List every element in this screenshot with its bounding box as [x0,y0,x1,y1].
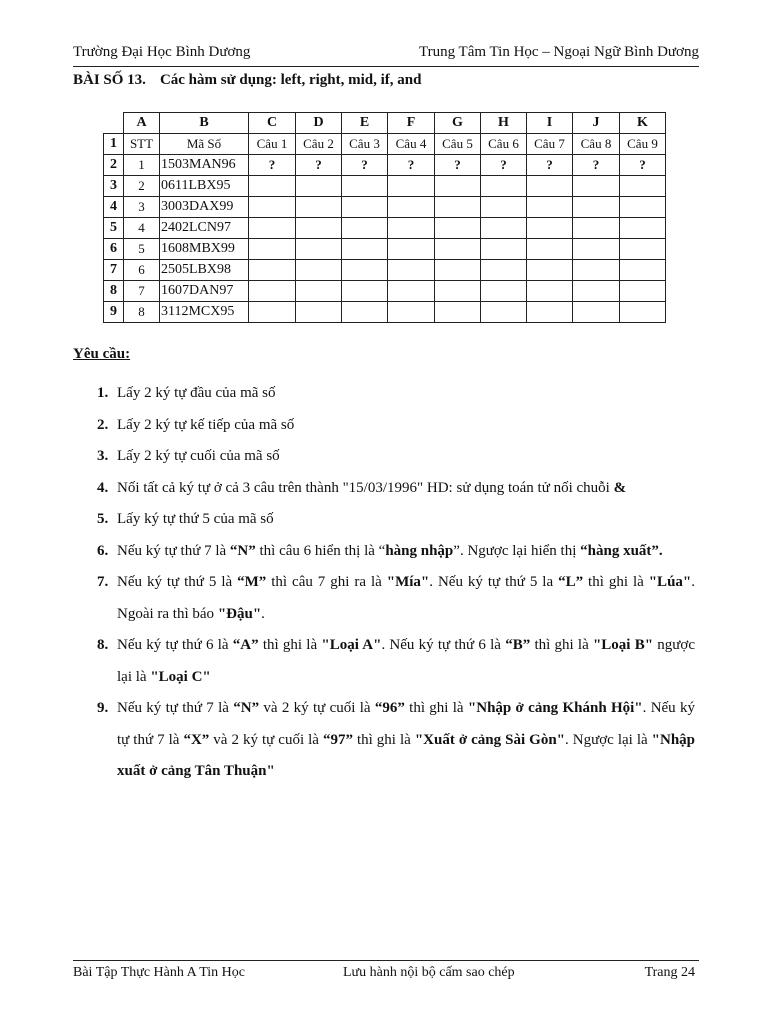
table-row [104,155,666,176]
stt-cell: 6 [124,260,160,281]
item-text [117,417,294,433]
item-text [117,543,663,559]
list-item [97,473,695,505]
answer-cell [573,239,620,260]
answer-cell [573,176,620,197]
text-segment: Lấy 2 ký tự kế tiếp của mã số [117,416,295,433]
answer-cell: ? [388,155,435,176]
answer-cell [481,176,527,197]
answer-cell [249,260,296,281]
stt-cell: 1 [124,155,160,176]
text-segment: thì ghi là [352,731,415,748]
answer-cell [435,239,481,260]
answer-cell [342,281,388,302]
answer-cell: ? [481,155,527,176]
corner-cell [104,113,124,134]
table-row [104,218,666,239]
answer-cell [388,302,435,323]
item-text [117,448,280,464]
footer-page-number: Trang 24 [644,965,695,980]
answer-cell [296,281,342,302]
answer-cell [573,302,620,323]
row-number: 3 [104,176,124,197]
exercise-title [73,72,421,89]
answer-cell [573,281,620,302]
answer-cell [573,197,620,218]
text-segment: thì ghi là [583,574,649,590]
answer-cell [249,218,296,239]
answer-cell [388,218,435,239]
item-number: 1. [97,385,109,401]
answer-cell [249,239,296,260]
answer-cell [481,260,527,281]
header-cell: Câu 4 [388,134,435,155]
list-item [97,567,695,630]
answer-cell: ? [296,155,342,176]
column-header: J [573,113,620,134]
text-segment: thì ghi là [404,700,468,716]
code-cell: 2402LCN97 [160,218,249,239]
bold-text: "Xuất ở cảng Sài Gòn" [414,731,565,748]
footer-notice: Lưu hành nội bộ cấm sao chép [343,965,515,980]
code-cell: 3003DAX99 [160,197,249,218]
answer-cell: ? [249,155,296,176]
list-item [97,441,695,473]
header-center: Trung Tâm Tin Học – Ngoại Ngữ Bình Dương [418,44,699,60]
bold-text: & [613,479,627,496]
code-cell: 2505LBX98 [160,260,249,281]
text-segment: Nối tất cả ký tự ở cả 3 câu trên thành "15/03/1996" HD: sử dụng toán tử nối chuỗi [117,479,610,496]
text-segment: . Nếu ký tự thứ 6 là [381,637,506,653]
answer-cell [296,218,342,239]
answer-cell [296,302,342,323]
bold-text: “96” [374,700,405,716]
row-number: 2 [104,155,124,176]
answer-cell [249,176,296,197]
text-segment: . Nếu ký tự thứ 5 la [429,574,559,590]
bold-text: “X” [183,731,210,748]
header-cell: Câu 7 [527,134,573,155]
text-segment: ngược lại là [117,637,695,685]
item-number: 3. [97,448,109,464]
table-row [104,176,666,197]
stt-cell: 3 [124,197,160,218]
item-text [117,637,695,685]
answer-cell [435,218,481,239]
code-cell: 3112MCX95 [160,302,249,323]
answer-cell [249,197,296,218]
requirements-heading: Yêu cầu: [73,346,131,362]
column-header: G [435,113,481,134]
answer-cell [481,281,527,302]
item-number: 4. [97,479,109,496]
item-text [117,574,695,622]
answer-cell [388,197,435,218]
answer-cell [620,260,666,281]
page-footer [73,960,699,985]
answer-cell: ? [435,155,481,176]
text-segment: và 2 ký tự cuối là [259,700,375,716]
answer-cell [435,302,481,323]
bold-text: hàng nhập [385,542,454,559]
text-segment: . [261,605,265,622]
header-cell: Mã Số [160,134,249,155]
answer-cell [342,176,388,197]
row-number: 6 [104,239,124,260]
stt-cell: 5 [124,239,160,260]
bold-text: “hàng xuất”. [580,542,663,559]
item-text [117,700,695,779]
bold-text: "Nhập ở cảng Khánh Hội" [467,700,643,716]
code-cell: 1607DAN97 [160,281,249,302]
text-segment: Lấy 2 ký tự đầu của mã số [117,385,276,401]
list-item [97,410,695,442]
answer-cell [342,218,388,239]
answer-cell [527,218,573,239]
header-cell: Câu 9 [620,134,666,155]
stt-cell: 8 [124,302,160,323]
answer-cell [342,197,388,218]
item-number: 2. [97,416,109,433]
bold-text: "Nhập xuất ở cảng Tân Thuận" [117,731,696,779]
row-number: 1 [104,134,124,155]
answer-cell [296,239,342,260]
column-header: F [388,113,435,134]
answer-cell [620,176,666,197]
text-segment: thì câu 6 hiển thị là “ [255,542,386,559]
text-segment: và 2 ký tự cuối là [209,731,323,748]
row-number: 7 [104,260,124,281]
answer-cell [620,302,666,323]
answer-cell [527,197,573,218]
column-header-row [104,113,666,134]
header-cell: STT [124,134,160,155]
answer-cell [481,302,527,323]
text-segment: Lấy 2 ký tự cuối của mã số [117,448,280,464]
list-item [97,536,695,568]
bold-text: “97” [322,731,353,748]
stt-cell: 7 [124,281,160,302]
item-text [117,511,274,527]
text-segment: Lấy ký tự thứ 5 của mã số [117,511,274,527]
item-number: 9. [97,700,109,716]
item-text [117,385,276,401]
text-segment: Nếu ký tự thứ 5 là [117,574,238,590]
bold-text: “A” [232,637,259,653]
bold-text: "Mía" [386,574,430,590]
text-segment: Nếu ký tự thứ 7 là [117,700,234,716]
code-cell: 1503MAN96 [160,155,249,176]
row-number: 4 [104,197,124,218]
text-segment: . Nếu ký tự thứ 7 là [117,700,695,748]
header-cell: Câu 6 [481,134,527,155]
answer-cell [435,176,481,197]
list-item [97,693,695,788]
table-row [104,302,666,323]
spreadsheet-table [103,112,666,323]
row-number: 5 [104,218,124,239]
column-header: H [481,113,527,134]
header-cell: Câu 8 [573,134,620,155]
answer-cell [435,281,481,302]
answer-cell [435,197,481,218]
table-row [104,134,666,155]
answer-cell: ? [573,155,620,176]
answer-cell [573,218,620,239]
code-cell: 1608MBX99 [160,239,249,260]
text-segment: thì ghi là [258,637,322,653]
bold-text: "Loại A" [321,637,382,653]
answer-cell [481,239,527,260]
header-cell: Câu 5 [435,134,481,155]
row-number: 9 [104,302,124,323]
text-segment: ”. Ngược lại hiển thị [453,542,581,559]
answer-cell [481,218,527,239]
bold-text: "Loại B" [592,637,654,653]
bold-text: "Loại C" [150,668,211,685]
answer-cell [620,197,666,218]
table-row [104,260,666,281]
exercise-label: BÀI SỐ 13. [73,72,146,88]
bold-text: "Đậu" [217,605,262,622]
header-cell: Câu 2 [296,134,342,155]
header-cell: Câu 3 [342,134,388,155]
column-header: C [249,113,296,134]
table-row [104,197,666,218]
item-text [117,480,626,496]
answer-cell [249,281,296,302]
column-header: A [124,113,160,134]
answer-cell [388,281,435,302]
answer-cell [388,176,435,197]
bold-text: “L” [558,574,584,590]
answer-cell [481,197,527,218]
table-row [104,239,666,260]
list-item [97,630,695,693]
stt-cell: 2 [124,176,160,197]
answer-cell [573,260,620,281]
answer-cell [342,302,388,323]
text-segment: thì câu 7 ghi ra là [266,574,387,590]
answer-cell [296,176,342,197]
bold-text: "Lúa" [648,574,692,590]
item-number: 8. [97,637,109,653]
table-row [104,281,666,302]
page-header [73,44,699,67]
text-segment: Nếu ký tự thứ 6 là [117,637,233,653]
text-segment: . Ngược lại là [565,731,652,748]
item-number: 5. [97,511,109,527]
bold-text: “N” [229,542,256,559]
column-header: E [342,113,388,134]
column-header: I [527,113,573,134]
footer-title: Bài Tập Thực Hành A Tin Học [73,965,245,980]
code-cell: 0611LBX95 [160,176,249,197]
answer-cell [296,260,342,281]
requirements-list [97,378,695,788]
text-segment: thì ghi là [530,637,593,653]
answer-cell [388,260,435,281]
answer-cell [527,281,573,302]
answer-cell [342,260,388,281]
answer-cell [388,239,435,260]
answer-cell [620,239,666,260]
answer-cell [435,260,481,281]
answer-cell: ? [342,155,388,176]
header-school: Trường Đại Học Bình Dương [73,44,251,60]
bold-text: “M” [237,574,267,590]
column-header: B [160,113,249,134]
bold-text: “N” [233,700,260,716]
row-number: 8 [104,281,124,302]
header-cell: Câu 1 [249,134,296,155]
text-segment: . Ngoài ra thì báo [117,574,695,622]
bold-text: “B” [505,637,531,653]
column-header: D [296,113,342,134]
answer-cell [249,302,296,323]
answer-cell [620,218,666,239]
answer-cell [296,197,342,218]
column-header: K [620,113,666,134]
answer-cell [527,302,573,323]
answer-cell [527,239,573,260]
answer-cell: ? [527,155,573,176]
answer-cell [342,239,388,260]
item-number: 7. [97,574,109,590]
answer-cell [527,176,573,197]
stt-cell: 4 [124,218,160,239]
item-number: 6. [97,542,109,559]
text-segment: Nếu ký tự thứ 7 là [117,542,230,559]
exercise-topic: Các hàm sử dụng: left, right, mid, if, and [159,72,422,88]
list-item [97,504,695,536]
answer-cell [620,281,666,302]
answer-cell: ? [620,155,666,176]
list-item [97,378,695,410]
answer-cell [527,260,573,281]
